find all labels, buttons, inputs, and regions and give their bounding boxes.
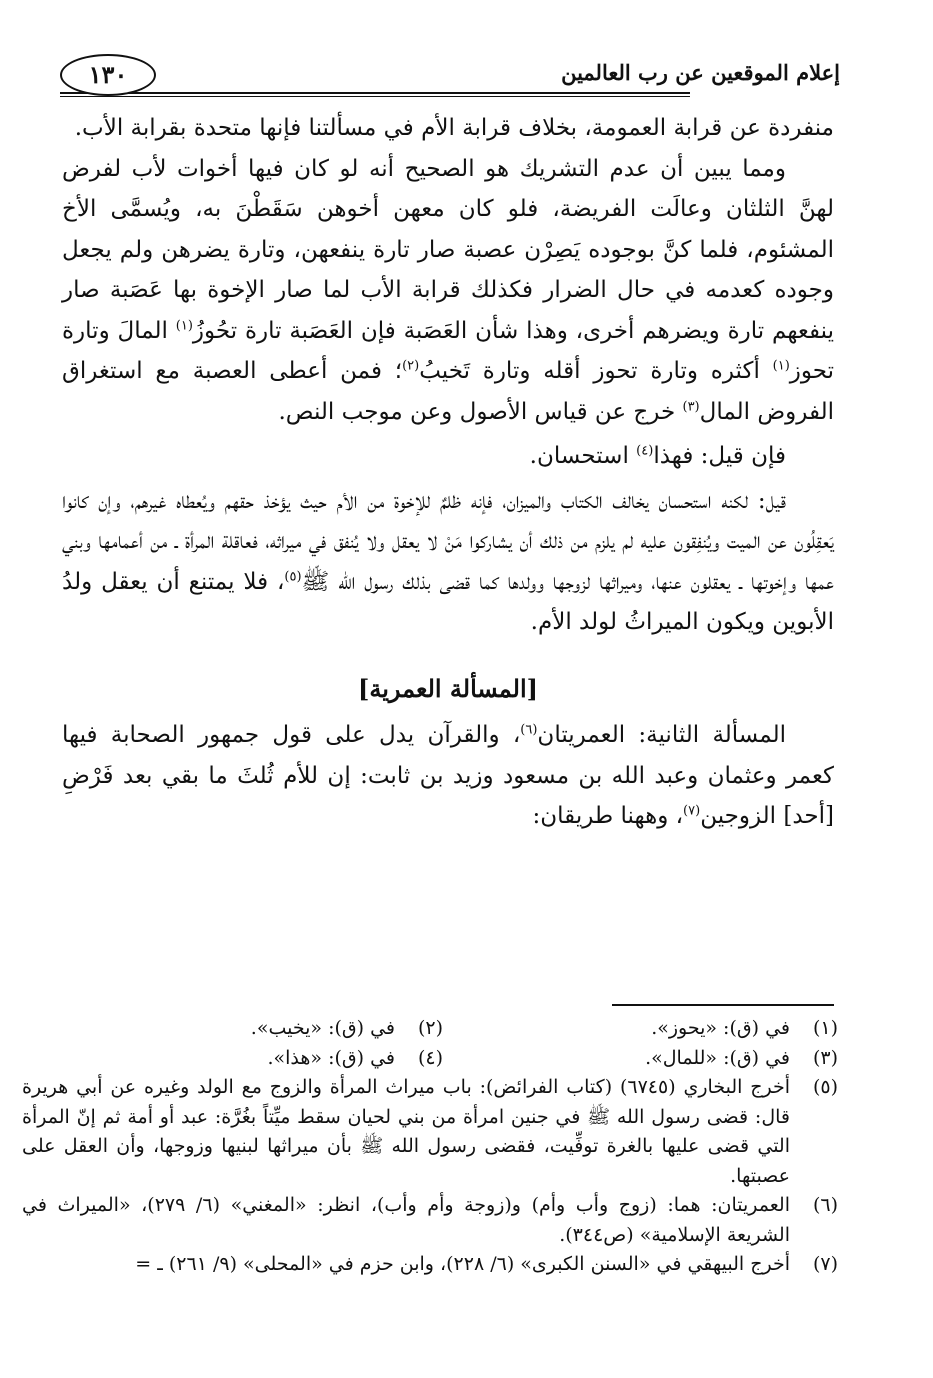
footnote-3-text: في (ق): «للمال».: [645, 1046, 790, 1069]
footnote-5: [22, 1073, 838, 1191]
footnotes: [22, 1014, 838, 1280]
footnote-6-text: العمريتان: هما: (زوج وأب وأم) و(زوجة وأم وأب)، انظر: «المغني» (٦/ ٢٧٩)، «الميراث في الشريعة الإسلامية» (ص٣٤٤).: [22, 1194, 790, 1246]
paragraph-2-text-c: أكثره وتارة تحوز أقله وتارة تَخيبُ: [419, 358, 773, 384]
paragraph-3-text-a: فإن قيل: فهذا: [653, 443, 786, 469]
footnote-5-number: (٥): [812, 1076, 838, 1098]
footnote-3: [443, 1044, 838, 1074]
main-text: [62, 108, 834, 837]
footnote-separator: [612, 1004, 834, 1006]
paragraph-4-text-a: قيل: لكنه استحسان يخالف الكتاب والميزان، فإنه ظلمٌ للإخوة من الأم حيث يؤخذ حقهم ويُعطاه غيرهم، وإن كانوا يَعقِلُون عن الميت ويُنفِقون عليه لم يلزم من ذلك أن يشاركوا مَنْ لا يعقل ولا يُنفق في ميراثه، فعاقلة المرأة ـ من أعمامها وبني عمها وإخوتها ـ يعقلون عنها، وميراثها لزوجها وولدها كما قضى بذلك رسول الله ﷺ: [62, 487, 834, 595]
paragraph-5-text-b: ، والقرآن يدل على قول جمهور الصحابة فيها كعمر وعثمان وعبد الله بن مسعود وزيد بن ثابت: إن للأم ثُلثَ ما بقي بعد فَرْضِ [أحد] الزوجين: [62, 722, 834, 829]
footnote-1: [443, 1014, 838, 1044]
footnote-ref-4[interactable]: (٤): [636, 443, 654, 459]
footnote-6-number: (٦): [812, 1194, 838, 1216]
footnote-4: [48, 1044, 443, 1074]
footnote-ref-5[interactable]: (٥): [284, 568, 302, 584]
footnote-ref-1[interactable]: (١): [175, 317, 193, 333]
paragraph-5: [62, 715, 834, 837]
paragraph-5-text-c: ، وههنا طريقان:: [532, 803, 684, 829]
footnote-ref-2[interactable]: (٢): [402, 358, 420, 374]
paragraph-1: [62, 108, 834, 149]
footnote-row-1-2: [22, 1014, 838, 1044]
footnote-ref-6[interactable]: (٦): [520, 722, 538, 738]
page-number: ١٣٠: [60, 54, 156, 96]
page-number-tail: [152, 92, 212, 94]
footnote-2-number: (٢): [417, 1017, 443, 1039]
footnote-1-number: (١): [812, 1017, 838, 1039]
paragraph-3-text-b: استحسان.: [529, 443, 637, 469]
paragraph-5-text-a: المسألة الثانية: العمريتان: [537, 722, 787, 748]
running-title: إعلام الموقعين عن رب العالمين: [561, 60, 840, 85]
footnote-row-3-4: [22, 1044, 838, 1074]
footnote-3-number: (٣): [812, 1046, 838, 1069]
paragraph-2: [62, 149, 834, 433]
footnote-ref-7[interactable]: (٧): [683, 803, 701, 819]
footnote-7: [22, 1250, 838, 1280]
running-header: [60, 52, 840, 96]
footnote-6: [22, 1191, 838, 1250]
footnote-ref-1b[interactable]: (١): [772, 358, 790, 374]
footnote-4-number: (٤): [417, 1046, 443, 1069]
paragraph-2-text-b: المالَ وتارة تحوز: [62, 317, 835, 384]
paragraph-4: [62, 481, 834, 643]
paragraph-2-text-d: ؛ فمن أعطى العصبة مع استغراق الفروض المال: [62, 358, 834, 425]
footnote-5-text: أخرج البخاري (٦٧٤٥) (كتاب الفرائض): باب ميراث المرأة والزوج مع الولد وغيره عن أبي هريرة قال: قضى رسول الله ﷺ في جنين امرأة من بني لحيان سقط ميِّتاً بغُرَّة: عبد أو أمة ثم إنّ المرأة التي قضى عليها بالغرة توفِّيت، فقضى رسول الله ﷺ بأن ميراثها لبنيها وزوجها، وأن العقل على عصبتها.: [22, 1076, 791, 1187]
paragraph-4-text-b: ، فلا يمتنع أن يعقل ولدُ الأبوين ويكون الميراثُ لولد الأم.: [62, 568, 834, 635]
footnote-ref-3[interactable]: (٣): [682, 398, 700, 414]
footnote-4-text: في (ق): «هذا».: [267, 1046, 395, 1069]
paragraph-3: [62, 436, 834, 477]
section-heading: [المسألة العمرية]: [357, 673, 539, 703]
footnote-7-number: (٧): [812, 1253, 838, 1275]
footnote-1-text: في (ق): «يحوز».: [651, 1017, 790, 1039]
footnote-7-text: أخرج البيهقي في «السنن الكبرى» (٦/ ٢٢٨)، وابن حزم في «المحلى» (٩/ ٢٦١) ـ =: [135, 1253, 790, 1275]
paragraph-1-text: منفردة عن قرابة العمومة، بخلاف قرابة الأم في مسألتنا فإنها متحدة بقرابة الأب.: [74, 115, 834, 141]
footnote-2: [48, 1014, 443, 1044]
paragraph-2-text-e: خرج عن قياس الأصول وعن موجب النص.: [278, 398, 683, 425]
paragraph-2-text-a: ومما يبين أن عدم التشريك هو الصحيح أنه لو كان فيها أخوات لأب لفرض لهنَّ الثلثان وعالَت الفريضة، فلو كان معهن أخوهن سَقَطْنَ به، ويُسمَّى الأخ المشئوم، فلما كنَّ بوجوده يَصِرْن عصبة صار تارة ينفعهن، وتارة يضرهن ولم يجعل وجوده كعدمه في حال الضرار فكذلك قرابة الأب لما صار الإخوة بها عَصَبة صار ينفعهم تارة ويضرهم أخرى، وهذا شأن العَصَبة فإن العَصَبة تارة تحُوزُ: [62, 155, 834, 344]
footnote-2-text: في (ق): «يخيب».: [250, 1017, 395, 1039]
